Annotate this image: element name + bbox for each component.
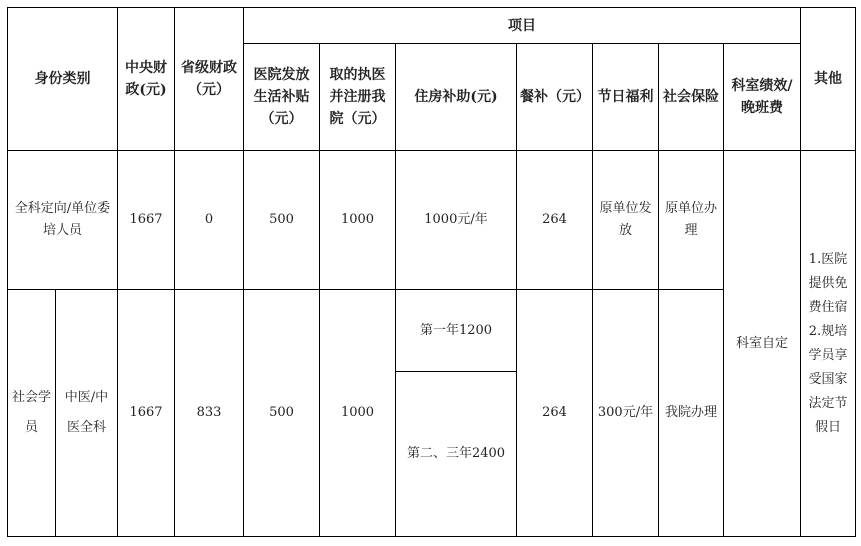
row2-housing-year1: 第一年1200 [396,290,517,372]
row2-holiday: 300元/年 [593,290,659,537]
header-holiday-welfare: 节日福利 [593,44,659,151]
row1-provincial: 0 [175,151,244,290]
row2-social: 我院办理 [659,290,724,537]
header-dept-performance: 科室绩效/晚班费 [724,44,801,151]
header-social-insurance: 社会保险 [659,44,724,151]
other-notes-cell: 1.医院提供免费住宿2.规培学员享受国家法定节假日 [801,151,856,537]
header-items: 项目 [244,8,801,44]
row1-housing: 1000元/年 [396,151,517,290]
row2-license: 1000 [320,290,396,537]
header-identity: 身份类别 [8,8,118,151]
header-central-finance: 中央财政(元) [118,8,175,151]
header-housing-subsidy: 住房补助(元) [396,44,517,151]
header-provincial-finance: 省级财政 （元） [175,8,244,151]
row1-central: 1667 [118,151,175,290]
row1-social: 原单位办理 [659,151,724,290]
row2-living: 500 [244,290,320,537]
subsidy-table-wrapper [7,7,856,537]
row1-identity: 全科定向/单位委培人员 [8,151,118,290]
row1-meal: 264 [517,151,593,290]
header-other: 其他 [801,8,856,151]
header-license-bonus: 取的执医并注册我院（元） [320,44,396,151]
row2-housing-year23: 第二、三年2400 [396,372,517,537]
header-row-1 [8,8,856,44]
row2-meal: 264 [517,290,593,537]
row1-license: 1000 [320,151,396,290]
header-meal-subsidy: 餐补（元） [517,44,593,151]
dept-performance-cell: 科室自定 [724,151,801,537]
row1-living: 500 [244,151,320,290]
row2-central: 1667 [118,290,175,537]
row2-subgroup: 中医/中医全科 [56,290,118,537]
row2-group: 社会学员 [8,290,56,537]
row1-holiday: 原单位发放 [593,151,659,290]
subsidy-table [7,7,856,537]
row-targeted-trainees [8,151,856,290]
row2-provincial: 833 [175,290,244,537]
header-living-subsidy: 医院发放生活补贴（元） [244,44,320,151]
